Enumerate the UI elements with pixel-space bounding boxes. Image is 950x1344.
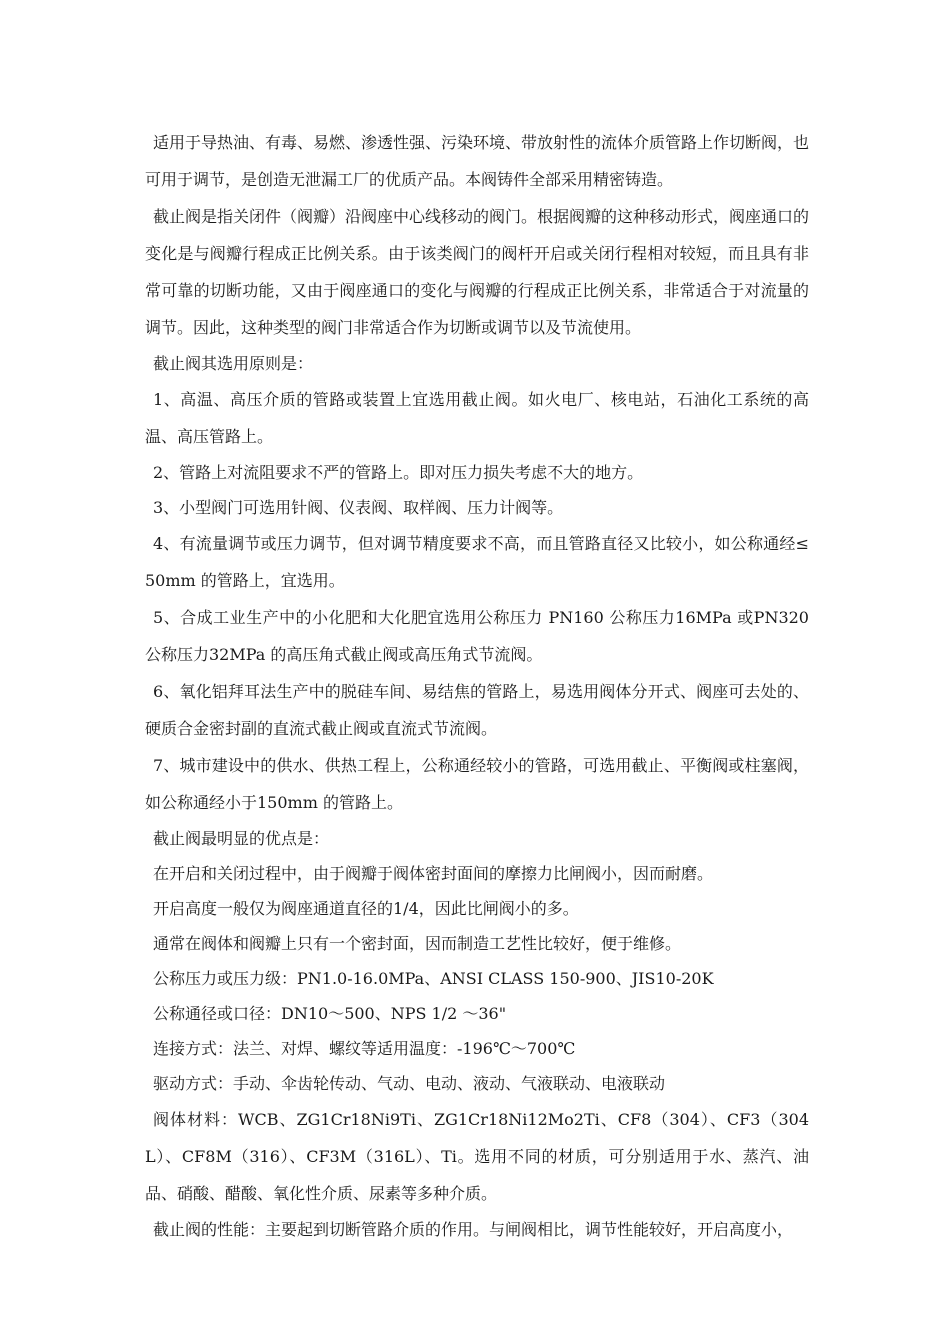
- paragraph-rule-4: 4、有流量调节或压力调节，但对调节精度要求不高，而且管路直径又比较小，如公称通经≤50mm 的管路上，宜选用。: [145, 534, 809, 590]
- paragraph-body-material: 阀体材料：WCB、ZG1Cr18Ni9Ti、ZG1Cr18Ni12Mo2Ti、CF8（304）、CF3（304L）、CF8M（316）、CF3M（316L）、Ti。选用不同的材质，可分别适用于水、蒸汽、油品、硝酸、醋酸、氧化性介质、尿素等多种介质。: [145, 1110, 809, 1203]
- paragraph-advantages-heading: 截止阀最明显的优点是：: [153, 829, 330, 848]
- paragraph-rule-1: 1、高温、高压介质的管路或装置上宜选用截止阀。如火电厂、核电站，石油化工系统的高温、高压管路上。: [145, 390, 809, 446]
- paragraph-rule-7: 7、城市建设中的供水、供热工程上，公称通经较小的管路，可选用截止、平衡阀或柱塞阀，如公称通经小于150mm 的管路上。: [145, 756, 809, 812]
- paragraph-pressure-class: 公称压力或压力级：PN1.0-16.0MPa、ANSI CLASS 150-900、JIS10-20K: [153, 969, 714, 988]
- document-body: [145, 124, 809, 1247]
- paragraph-rule-5: 5、合成工业生产中的小化肥和大化肥宜选用公称压力 PN160 公称压力16MPa 或PN320 公称压力32MPa 的高压角式截止阀或高压角式节流阀。: [145, 608, 809, 664]
- paragraph-rule-3: 3、小型阀门可选用针阀、仪表阀、取样阀、压力计阀等。: [153, 498, 564, 517]
- paragraph-rule-6: 6、氧化铝拜耳法生产中的脱硅车间、易结焦的管路上，易选用阀体分开式、阀座可去处的、硬质合金密封副的直流式截止阀或直流式节流阀。: [145, 682, 809, 738]
- paragraph-definition: 截止阀是指关闭件（阀瓣）沿阀座中心线移动的阀门。根据阀瓣的这种移动形式，阀座通口的变化是与阀瓣行程成正比例关系。由于该类阀门的阀杆开启或关闭行程相对较短，而且具有非常可靠的切断功能，又由于阀座通口的变化与阀瓣的行程成正比例关系，非常适合于对流量的调节。因此，这种类型的阀门非常适合作为切断或调节以及节流使用。: [145, 207, 810, 337]
- paragraph-selection-heading: 截止阀其选用原则是：: [153, 354, 314, 373]
- paragraph-rule-2: 2、管路上对流阻要求不严的管路上。即对压力损失考虑不大的地方。: [153, 463, 644, 482]
- paragraph-nominal-size: 公称通径或口径：DN10～500、NPS 1/2 ～36": [153, 1004, 507, 1023]
- paragraph-advantage-3: 通常在阀体和阀瓣上只有一个密封面，因而制造工艺性比较好，便于维修。: [153, 934, 682, 953]
- paragraph-advantage-1: 在开启和关闭过程中，由于阀瓣于阀体密封面间的摩擦力比闸阀小，因而耐磨。: [153, 864, 714, 883]
- paragraph-actuation: 驱动方式：手动、伞齿轮传动、气动、电动、液动、气液联动、电液联动: [153, 1074, 666, 1093]
- paragraph-usage: 适用于导热油、有毒、易燃、渗透性强、污染环境、带放射性的流体介质管路上作切断阀，也可用于调节，是创造无泄漏工厂的优质产品。本阀铸件全部采用精密铸造。: [145, 133, 810, 189]
- paragraph-performance: 截止阀的性能：主要起到切断管路介质的作用。与闸阀相比，调节性能较好，开启高度小，: [153, 1220, 794, 1239]
- paragraph-advantage-2: 开启高度一般仅为阀座通道直径的1/4，因此比闸阀小的多。: [153, 899, 579, 918]
- paragraph-connection: 连接方式：法兰、对焊、螺纹等适用温度：-196℃～700℃: [153, 1039, 576, 1058]
